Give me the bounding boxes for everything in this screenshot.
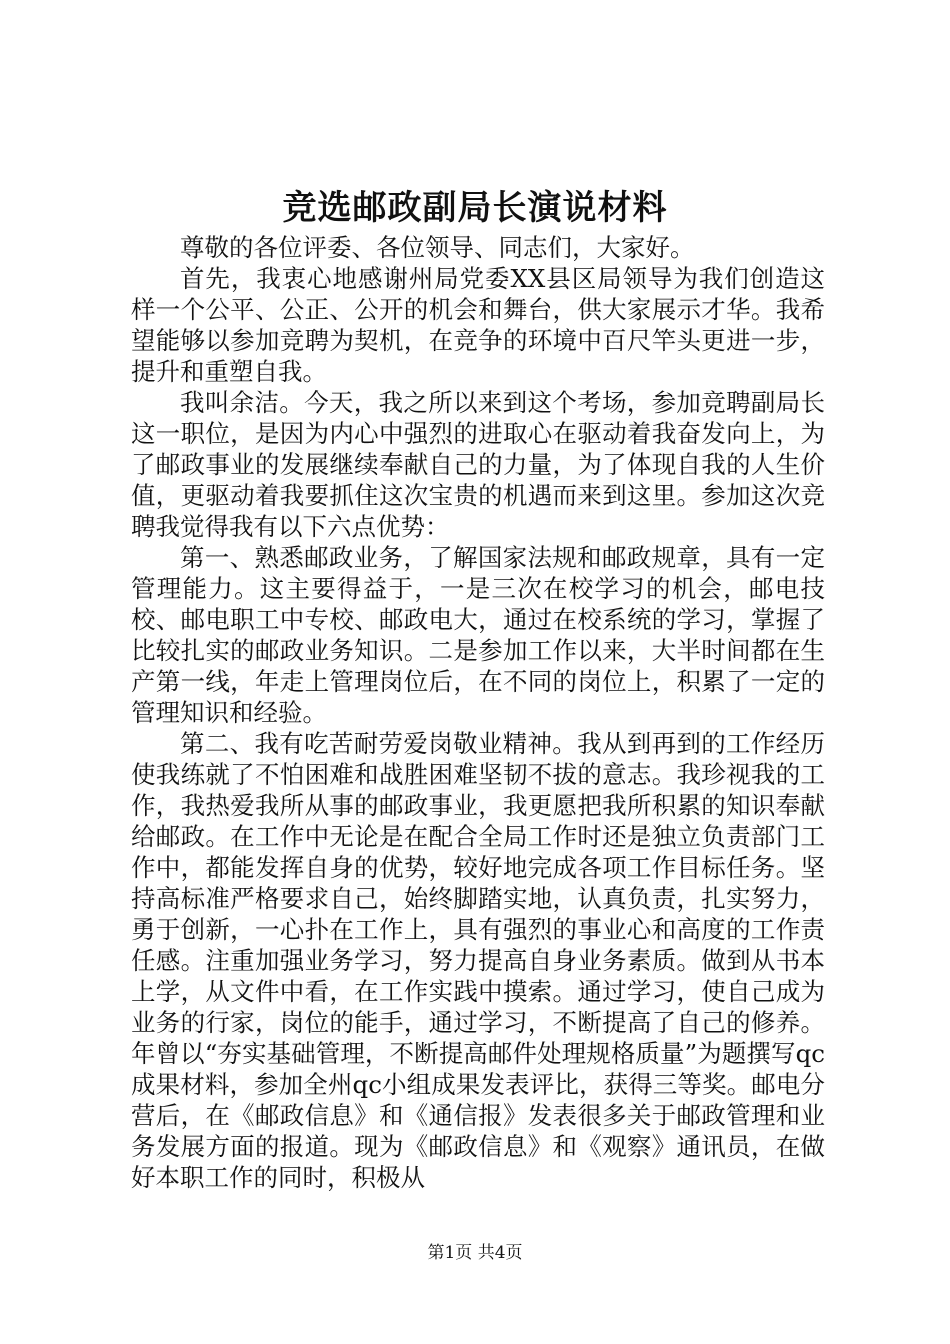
paragraph-greeting: 尊敬的各位评委、各位领导、同志们，大家好。	[180, 233, 695, 262]
paragraph-thanks: 首先，我衷心地感谢州局党委XX县区局领导为我们创造这样一个公平、公正、公开的机会和舞台，供大家展示才华。我希望能够以参加竞聘为契机，在竞争的环境中百尺竿头更进一步，提升和重塑自我。	[131, 264, 825, 386]
paragraph-introduction: 我叫余洁。今天，我之所以来到这个考场，参加竞聘副局长这一职位，是因为内心中强烈的进取心在驱动着我奋发向上，为了邮政事业的发展继续奉献自己的力量，为了体现自我的人生价值，更驱动着我要抓住这次宝贵的机遇而来到这里。参加这次竞聘我觉得我有以下六点优势：	[131, 388, 825, 541]
page-number-footer: 第1页 共4页	[427, 1243, 523, 1263]
paragraph-advantage-one: 第一、熟悉邮政业务，了解国家法规和邮政规章，具有一定管理能力。这主要得益于，一是三次在校学习的机会，邮电技校、邮电职工中专校、邮政电大，通过在校系统的学习，掌握了比较扎实的邮政业务知识。二是参加工作以来，大半时间都在生产第一线，年走上管理岗位后，在不同的岗位上，积累了一定的管理知识和经验。	[131, 543, 825, 727]
document-title: 竞选邮政副局长演说材料	[282, 188, 668, 228]
document-body	[131, 232, 825, 1193]
paragraph-advantage-two: 第二、我有吃苦耐劳爱岗敬业精神。我从到再到的工作经历使我练就了不怕困难和战胜困难坚韧不拔的意志。我珍视我的工作，我热爱我所从事的邮政事业，我更愿把我所积累的知识奉献给邮政。在工作中无论是在配合全局工作时还是独立负责部门工作中，都能发挥自身的优势，较好地完成各项工作目标任务。坚持高标准严格要求自己，始终脚踏实地，认真负责，扎实努力，勇于创新，一心扑在工作上，具有强烈的事业心和高度的工作责任感。注重加强业务学习，努力提高自身业务素质。做到从书本上学，从文件中看，在工作实践中摸索。通过学习，使自己成为业务的行家，岗位的能手，通过学习，不断提高了自己的修养。年曾以“夯实基础管理，不断提高邮件处理规格质量”为题撰写qc成果材料，参加全州qc小组成果发表评比，获得三等奖。邮电分营后，在《邮政信息》和《通信报》发表很多关于邮政管理和业务发展方面的报道。现为《邮政信息》和《观察》通讯员，在做好本职工作的同时，积极从	[131, 729, 825, 1192]
